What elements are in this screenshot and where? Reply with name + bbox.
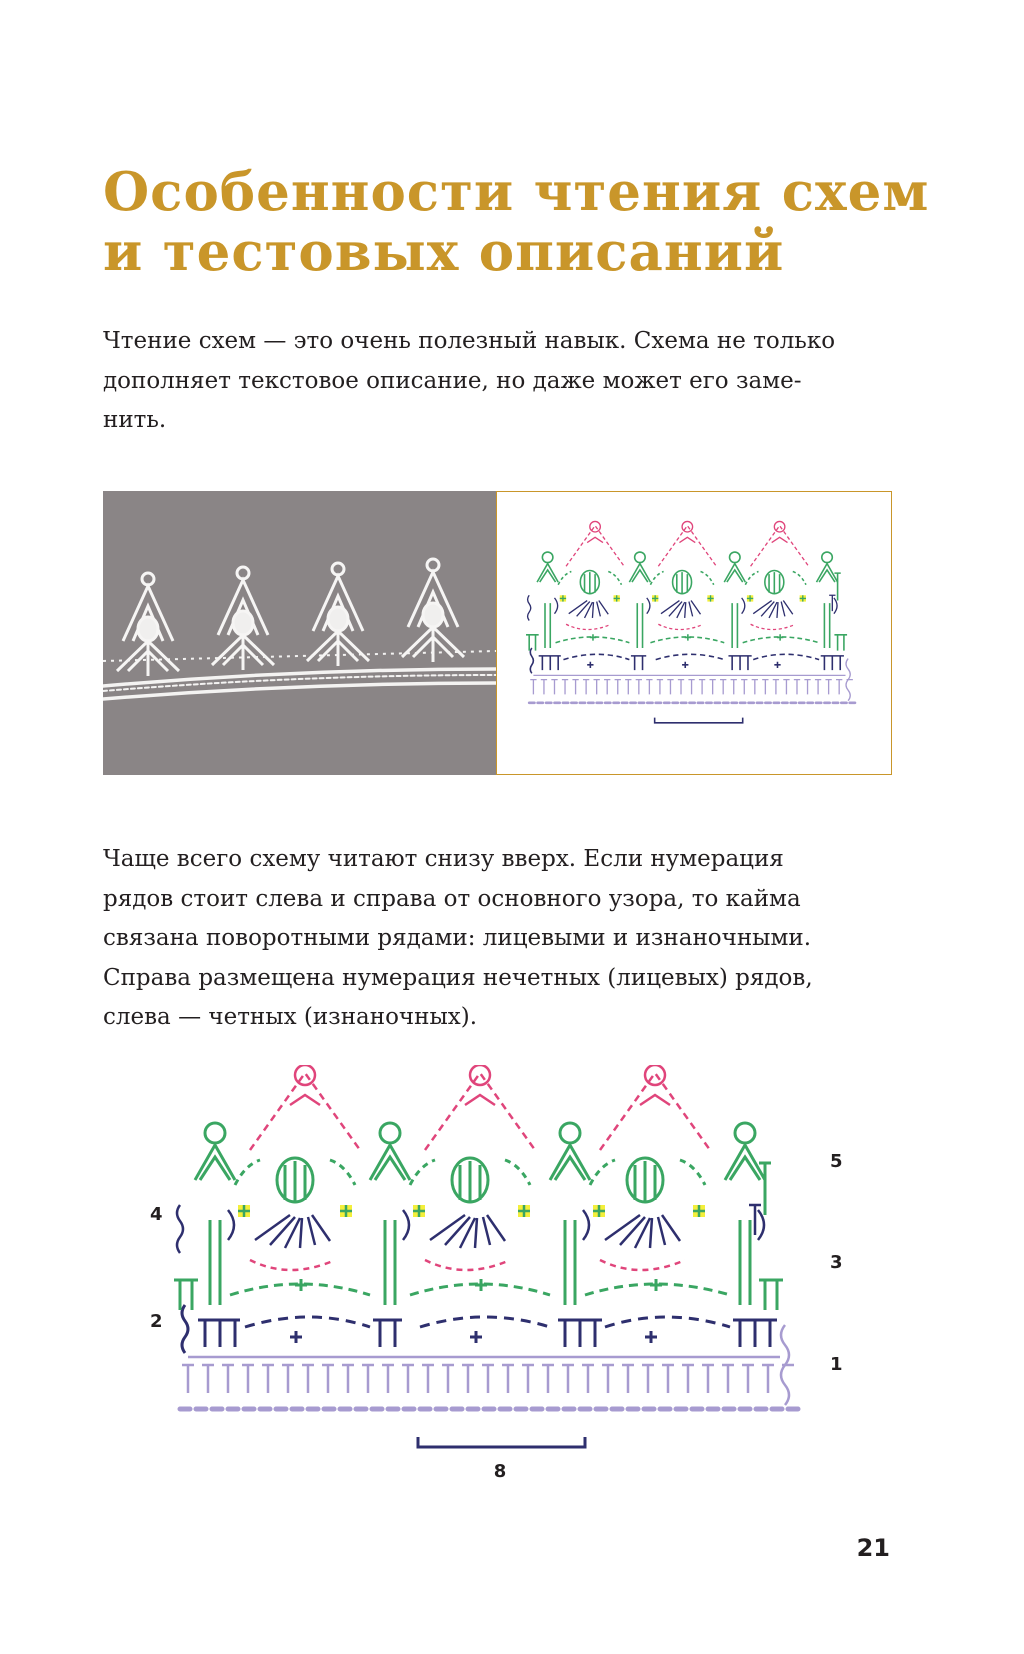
title-line-2: и тестовых описаний	[103, 221, 785, 283]
page-number: 21	[856, 1534, 890, 1562]
intro-line: Чтение схем — это очень полезный навык. Схема не только	[103, 328, 836, 354]
crochet-chart-small	[497, 492, 891, 774]
body-line: Чаще всего схему читают снизу вверх. Если нумерация	[103, 846, 784, 872]
row-number-left: 2	[150, 1311, 163, 1332]
lace-photo-illustration	[103, 491, 496, 775]
crochet-chart	[140, 1065, 850, 1487]
page-title	[103, 162, 929, 282]
lace-figure	[103, 491, 892, 775]
crochet-chart-diagram	[140, 1065, 850, 1487]
title-line-1: Особенности чтения схем	[103, 161, 930, 223]
intro-line: нить.	[103, 407, 167, 433]
row-number-right: 5	[830, 1151, 843, 1172]
row-number-left: 4	[150, 1204, 163, 1225]
scheme-thumbnail	[496, 491, 892, 775]
repeat-label: 8	[493, 1461, 507, 1482]
body-line: связана поворотными рядами: лицевыми и изнаночными.	[103, 925, 812, 951]
body-paragraph	[103, 840, 893, 1038]
body-line: Справа размещена нумерация нечетных (лицевых) рядов,	[103, 964, 813, 991]
body-line: рядов стоит слева и справа от основного узора, то кайма	[103, 885, 801, 912]
row-number-right: 3	[830, 1252, 843, 1273]
lace-photo	[103, 491, 496, 775]
body-line: слева — четных (изнаночных).	[103, 1004, 478, 1030]
intro-paragraph	[103, 322, 893, 441]
row-number-right: 1	[830, 1354, 843, 1375]
intro-line: дополняет текстовое описание, но даже может его заме-	[103, 367, 802, 394]
